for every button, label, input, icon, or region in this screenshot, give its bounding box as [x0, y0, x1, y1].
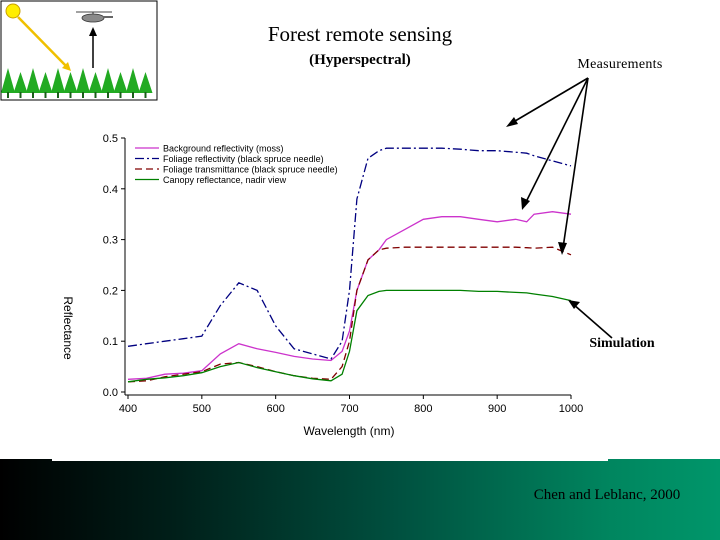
- legend-entry: Foliage reflectivity (black spruce needle): [163, 154, 324, 164]
- slide-title: Forest remote sensing: [267, 22, 453, 46]
- y-tick-label: 0.4: [102, 183, 118, 196]
- tree-trunk: [95, 92, 97, 98]
- tree-trunk: [120, 92, 122, 98]
- x-tick-label: 900: [487, 403, 507, 415]
- x-tick-label: 1000: [558, 403, 584, 415]
- sun-icon: [6, 4, 20, 18]
- x-tick-label: 500: [192, 403, 212, 415]
- legend-entry: Canopy reflectance, nadir view: [163, 175, 287, 185]
- x-tick-label: 600: [266, 403, 285, 415]
- x-tick-label: 700: [340, 403, 359, 415]
- tree-trunk: [7, 92, 9, 98]
- tree-trunk: [70, 92, 72, 98]
- citation: Chen and Leblanc, 2000: [533, 487, 681, 503]
- tree-trunk: [20, 92, 22, 98]
- legend-entry: Background reflectivity (moss): [163, 143, 284, 154]
- x-tick-label: 400: [118, 403, 138, 415]
- y-tick-label: 0.3: [102, 234, 118, 247]
- tree-trunk: [145, 92, 147, 98]
- y-tick-label: 0.1: [102, 336, 118, 349]
- tree-trunk: [82, 92, 84, 98]
- tree-trunk: [45, 92, 47, 98]
- x-axis-label: Wavelength (nm): [303, 424, 395, 438]
- simulation-arrow: [568, 300, 612, 338]
- tree-trunk: [132, 92, 134, 98]
- y-axis-label: Reflectance: [61, 296, 75, 360]
- measurement-arrows: [506, 78, 588, 255]
- series-line-4: [128, 290, 571, 381]
- legend-entry: Foliage transmittance (black spruce needle): [163, 164, 338, 175]
- y-tick-label: 0.5: [102, 133, 118, 145]
- illustration: [1, 1, 157, 100]
- tree-trunk: [107, 92, 109, 98]
- series-line-3: [128, 247, 571, 382]
- x-tick-label: 800: [414, 403, 433, 415]
- tree-trunk: [57, 92, 59, 98]
- series-line-1: [128, 212, 571, 380]
- y-tick-label: 0.2: [102, 285, 118, 298]
- slide-subtitle: (Hyperspectral): [309, 52, 411, 68]
- reflectance-chart: [61, 133, 583, 438]
- y-tick-label: 0.0: [102, 387, 118, 399]
- tree-trunk: [32, 92, 34, 98]
- simulation-label: Simulation: [589, 336, 655, 351]
- measurements-label: Measurements: [577, 57, 663, 72]
